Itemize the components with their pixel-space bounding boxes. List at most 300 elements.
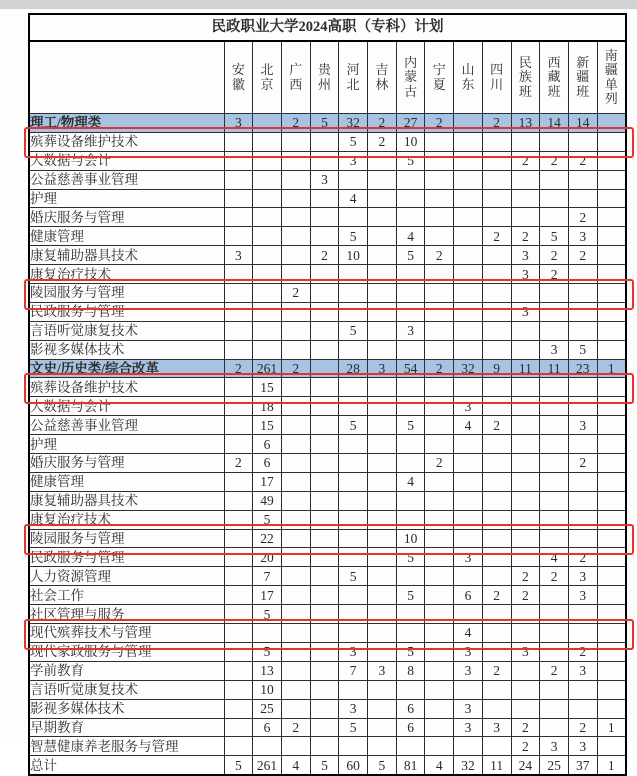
table-row	[29, 284, 626, 303]
value-cell	[368, 529, 397, 548]
value-cell	[368, 435, 397, 454]
value-cell	[511, 435, 540, 454]
value-cell	[482, 605, 511, 624]
value-cell	[339, 491, 368, 510]
value-cell	[224, 435, 253, 454]
value-cell	[425, 265, 454, 284]
section-row	[29, 114, 626, 133]
program-label: 民政服务与管理	[29, 548, 224, 567]
value-cell: 3	[224, 246, 253, 265]
value-cell	[511, 699, 540, 718]
value-cell: 2	[511, 567, 540, 586]
value-cell: 6	[253, 718, 282, 737]
value-cell	[425, 170, 454, 189]
value-cell	[568, 435, 597, 454]
value-cell	[368, 510, 397, 529]
value-cell	[540, 491, 569, 510]
value-cell	[511, 680, 540, 699]
value-cell	[310, 737, 339, 756]
column-header-label: 贵 州	[317, 62, 331, 92]
value-cell	[281, 321, 310, 340]
value-cell	[310, 302, 339, 321]
value-cell: 2	[511, 586, 540, 605]
value-cell	[454, 189, 483, 208]
value-cell	[597, 265, 626, 284]
value-cell	[540, 624, 569, 643]
value-cell: 5	[339, 416, 368, 435]
value-cell: 2	[425, 454, 454, 473]
value-cell: 2	[281, 114, 310, 133]
value-cell	[368, 680, 397, 699]
value-cell	[454, 472, 483, 491]
value-cell	[339, 170, 368, 189]
value-cell: 3	[511, 302, 540, 321]
value-cell: 2	[568, 642, 597, 661]
value-cell	[396, 378, 425, 397]
value-cell	[597, 284, 626, 303]
value-cell	[310, 151, 339, 170]
column-header-3	[310, 41, 339, 114]
value-cell	[253, 302, 282, 321]
table-row	[29, 548, 626, 567]
value-cell	[310, 586, 339, 605]
value-cell	[454, 114, 483, 133]
value-cell	[224, 642, 253, 661]
value-cell	[396, 302, 425, 321]
value-cell: 22	[253, 529, 282, 548]
value-cell: 54	[396, 359, 425, 378]
program-label: 婚庆服务与管理	[29, 454, 224, 473]
value-cell	[368, 699, 397, 718]
value-cell	[310, 699, 339, 718]
value-cell	[482, 472, 511, 491]
table-row	[29, 378, 626, 397]
value-cell	[425, 472, 454, 491]
table-row	[29, 699, 626, 718]
program-label: 康复辅助器具技术	[29, 246, 224, 265]
value-cell	[425, 340, 454, 359]
value-cell: 2	[540, 661, 569, 680]
value-cell	[482, 397, 511, 416]
value-cell	[224, 416, 253, 435]
value-cell	[568, 624, 597, 643]
value-cell	[310, 321, 339, 340]
value-cell: 4	[425, 756, 454, 775]
value-cell	[482, 510, 511, 529]
value-cell: 24	[511, 756, 540, 775]
value-cell: 5	[396, 151, 425, 170]
value-cell	[511, 510, 540, 529]
value-cell	[454, 529, 483, 548]
value-cell	[540, 699, 569, 718]
value-cell	[597, 642, 626, 661]
value-cell: 4	[396, 227, 425, 246]
column-header-label: 南 疆 单 列	[604, 47, 618, 106]
value-cell	[511, 605, 540, 624]
value-cell	[597, 567, 626, 586]
value-cell: 3	[454, 642, 483, 661]
value-cell	[454, 284, 483, 303]
program-label: 康复辅助器具技术	[29, 491, 224, 510]
value-cell	[253, 170, 282, 189]
value-cell: 3	[454, 548, 483, 567]
value-cell: 2	[281, 359, 310, 378]
value-cell	[597, 227, 626, 246]
value-cell	[281, 510, 310, 529]
value-cell	[568, 510, 597, 529]
program-label: 陵园服务与管理	[29, 284, 224, 303]
value-cell: 5	[396, 548, 425, 567]
value-cell	[425, 491, 454, 510]
table-row	[29, 321, 626, 340]
value-cell	[281, 699, 310, 718]
value-cell	[339, 265, 368, 284]
value-cell	[482, 624, 511, 643]
value-cell	[281, 680, 310, 699]
value-cell	[568, 284, 597, 303]
value-cell: 4	[454, 624, 483, 643]
value-cell	[597, 624, 626, 643]
column-header-label: 四 川	[490, 62, 504, 92]
value-cell	[368, 737, 397, 756]
value-cell: 3	[396, 321, 425, 340]
program-label: 言语听觉康复技术	[29, 321, 224, 340]
value-cell	[597, 605, 626, 624]
value-cell: 3	[339, 151, 368, 170]
value-cell	[339, 680, 368, 699]
value-cell	[540, 529, 569, 548]
value-cell	[310, 661, 339, 680]
value-cell	[425, 189, 454, 208]
value-cell	[281, 378, 310, 397]
value-cell: 7	[253, 567, 282, 586]
value-cell	[339, 548, 368, 567]
value-cell	[281, 132, 310, 151]
value-cell: 20	[253, 548, 282, 567]
value-cell: 2	[568, 246, 597, 265]
value-cell	[368, 548, 397, 567]
value-cell	[482, 321, 511, 340]
value-cell: 3	[511, 246, 540, 265]
column-header-4	[339, 41, 368, 114]
value-cell: 2	[568, 718, 597, 737]
value-cell	[368, 491, 397, 510]
value-cell	[368, 321, 397, 340]
value-cell	[396, 680, 425, 699]
column-header-label: 内 蒙 古	[404, 54, 418, 99]
value-cell: 5	[253, 510, 282, 529]
table-row	[29, 435, 626, 454]
value-cell	[396, 510, 425, 529]
value-cell	[454, 680, 483, 699]
value-cell	[339, 624, 368, 643]
value-cell: 10	[339, 246, 368, 265]
value-cell: 25	[253, 699, 282, 718]
value-cell: 10	[396, 529, 425, 548]
table-row	[29, 227, 626, 246]
value-cell	[540, 378, 569, 397]
value-cell	[540, 208, 569, 227]
value-cell	[511, 321, 540, 340]
value-cell	[425, 284, 454, 303]
program-label: 大数据与会计	[29, 397, 224, 416]
value-cell: 3	[368, 661, 397, 680]
value-cell	[310, 680, 339, 699]
value-cell: 5	[253, 605, 282, 624]
value-cell	[396, 340, 425, 359]
table-row	[29, 340, 626, 359]
value-cell	[568, 472, 597, 491]
value-cell	[281, 170, 310, 189]
value-cell	[511, 624, 540, 643]
value-cell	[224, 472, 253, 491]
value-cell	[281, 472, 310, 491]
value-cell	[281, 642, 310, 661]
value-cell: 3	[568, 416, 597, 435]
value-cell	[396, 624, 425, 643]
column-header-label: 山 东	[461, 62, 475, 92]
value-cell	[540, 718, 569, 737]
value-cell	[281, 208, 310, 227]
value-cell	[425, 416, 454, 435]
table-row	[29, 737, 626, 756]
value-cell	[482, 737, 511, 756]
value-cell: 60	[339, 756, 368, 775]
value-cell: 5	[339, 567, 368, 586]
value-cell: 3	[540, 340, 569, 359]
value-cell	[568, 680, 597, 699]
value-cell: 2	[568, 151, 597, 170]
program-label: 公益慈善事业管理	[29, 416, 224, 435]
value-cell	[540, 510, 569, 529]
value-cell	[310, 189, 339, 208]
value-cell: 32	[454, 359, 483, 378]
section-label: 理工/物理类	[29, 114, 224, 133]
value-cell	[310, 265, 339, 284]
value-cell	[454, 605, 483, 624]
value-cell: 3	[568, 737, 597, 756]
table-row	[29, 151, 626, 170]
table-row	[29, 680, 626, 699]
value-cell	[425, 435, 454, 454]
value-cell: 11	[540, 359, 569, 378]
value-cell: 4	[540, 548, 569, 567]
table-row	[29, 472, 626, 491]
column-header-5	[368, 41, 397, 114]
value-cell	[310, 284, 339, 303]
value-cell	[224, 491, 253, 510]
value-cell	[281, 454, 310, 473]
value-cell	[540, 189, 569, 208]
value-cell	[568, 378, 597, 397]
column-header-label: 民 族 班	[518, 54, 532, 99]
program-label: 智慧健康养老服务与管理	[29, 737, 224, 756]
value-cell	[454, 170, 483, 189]
value-cell: 2	[425, 359, 454, 378]
value-cell	[568, 491, 597, 510]
value-cell	[482, 699, 511, 718]
value-cell	[540, 321, 569, 340]
value-cell	[224, 680, 253, 699]
value-cell	[281, 265, 310, 284]
value-cell	[597, 378, 626, 397]
value-cell	[597, 699, 626, 718]
program-label: 现代殡葬技术与管理	[29, 624, 224, 643]
value-cell: 6	[253, 454, 282, 473]
value-cell: 3	[511, 265, 540, 284]
value-cell	[454, 227, 483, 246]
value-cell	[368, 265, 397, 284]
value-cell: 5	[224, 756, 253, 775]
value-cell	[568, 397, 597, 416]
value-cell: 2	[425, 246, 454, 265]
value-cell: 13	[511, 114, 540, 133]
value-cell	[224, 151, 253, 170]
province-header-row	[29, 41, 626, 114]
value-cell	[597, 548, 626, 567]
value-cell	[597, 151, 626, 170]
value-cell: 27	[396, 114, 425, 133]
value-cell: 3	[339, 642, 368, 661]
program-label: 民政服务与管理	[29, 302, 224, 321]
value-cell	[310, 642, 339, 661]
value-cell	[253, 737, 282, 756]
value-cell: 32	[454, 756, 483, 775]
value-cell	[482, 680, 511, 699]
value-cell	[281, 151, 310, 170]
value-cell: 3	[540, 737, 569, 756]
value-cell: 32	[339, 114, 368, 133]
section-row	[29, 359, 626, 378]
value-cell	[310, 132, 339, 151]
value-cell	[482, 378, 511, 397]
value-cell	[224, 529, 253, 548]
value-cell	[310, 472, 339, 491]
value-cell	[396, 605, 425, 624]
value-cell	[310, 718, 339, 737]
value-cell	[281, 586, 310, 605]
empty-corner-cell	[29, 41, 224, 114]
value-cell	[597, 737, 626, 756]
value-cell	[540, 454, 569, 473]
value-cell	[540, 605, 569, 624]
value-cell: 2	[281, 718, 310, 737]
value-cell: 14	[540, 114, 569, 133]
value-cell	[425, 208, 454, 227]
value-cell	[454, 454, 483, 473]
value-cell: 5	[396, 246, 425, 265]
value-cell	[482, 151, 511, 170]
value-cell	[281, 416, 310, 435]
value-cell: 2	[540, 246, 569, 265]
value-cell	[597, 661, 626, 680]
value-cell	[253, 151, 282, 170]
value-cell: 7	[339, 661, 368, 680]
table-row	[29, 454, 626, 473]
value-cell	[482, 246, 511, 265]
value-cell	[368, 718, 397, 737]
value-cell: 2	[224, 359, 253, 378]
value-cell	[253, 246, 282, 265]
program-label: 殡葬设备维护技术	[29, 132, 224, 151]
value-cell	[540, 642, 569, 661]
value-cell	[597, 397, 626, 416]
column-header-label: 宁 夏	[432, 62, 446, 92]
value-cell: 5	[339, 718, 368, 737]
value-cell	[339, 737, 368, 756]
value-cell: 81	[396, 756, 425, 775]
value-cell	[540, 170, 569, 189]
column-header-6	[396, 41, 425, 114]
value-cell	[253, 208, 282, 227]
value-cell: 2	[425, 114, 454, 133]
value-cell	[511, 189, 540, 208]
program-label: 护理	[29, 189, 224, 208]
value-cell	[281, 737, 310, 756]
value-cell	[224, 302, 253, 321]
value-cell	[482, 189, 511, 208]
value-cell: 261	[253, 359, 282, 378]
value-cell: 2	[281, 284, 310, 303]
value-cell	[339, 340, 368, 359]
value-cell	[368, 302, 397, 321]
value-cell: 5	[339, 321, 368, 340]
value-cell: 5	[396, 586, 425, 605]
value-cell	[224, 567, 253, 586]
value-cell	[482, 491, 511, 510]
program-label: 护理	[29, 435, 224, 454]
value-cell	[339, 435, 368, 454]
column-header-label: 安 徽	[231, 62, 245, 92]
value-cell	[540, 397, 569, 416]
value-cell	[339, 472, 368, 491]
value-cell	[224, 227, 253, 246]
value-cell	[281, 661, 310, 680]
value-cell	[310, 435, 339, 454]
value-cell	[396, 170, 425, 189]
value-cell	[368, 567, 397, 586]
value-cell: 5	[396, 416, 425, 435]
value-cell	[425, 321, 454, 340]
value-cell	[597, 170, 626, 189]
value-cell	[425, 737, 454, 756]
value-cell	[310, 208, 339, 227]
table-row	[29, 605, 626, 624]
table-row	[29, 208, 626, 227]
value-cell: 3	[339, 699, 368, 718]
value-cell: 2	[568, 548, 597, 567]
column-header-1	[253, 41, 282, 114]
value-cell	[224, 397, 253, 416]
value-cell	[310, 416, 339, 435]
program-label: 影视多媒体技术	[29, 340, 224, 359]
value-cell	[310, 397, 339, 416]
table-row	[29, 246, 626, 265]
value-cell: 18	[253, 397, 282, 416]
value-cell	[396, 397, 425, 416]
value-cell: 3	[224, 114, 253, 133]
value-cell	[281, 529, 310, 548]
value-cell: 3	[568, 586, 597, 605]
value-cell	[281, 605, 310, 624]
value-cell	[597, 416, 626, 435]
value-cell	[224, 737, 253, 756]
value-cell: 25	[540, 756, 569, 775]
value-cell	[224, 321, 253, 340]
value-cell: 2	[540, 567, 569, 586]
value-cell	[511, 284, 540, 303]
value-cell	[396, 189, 425, 208]
